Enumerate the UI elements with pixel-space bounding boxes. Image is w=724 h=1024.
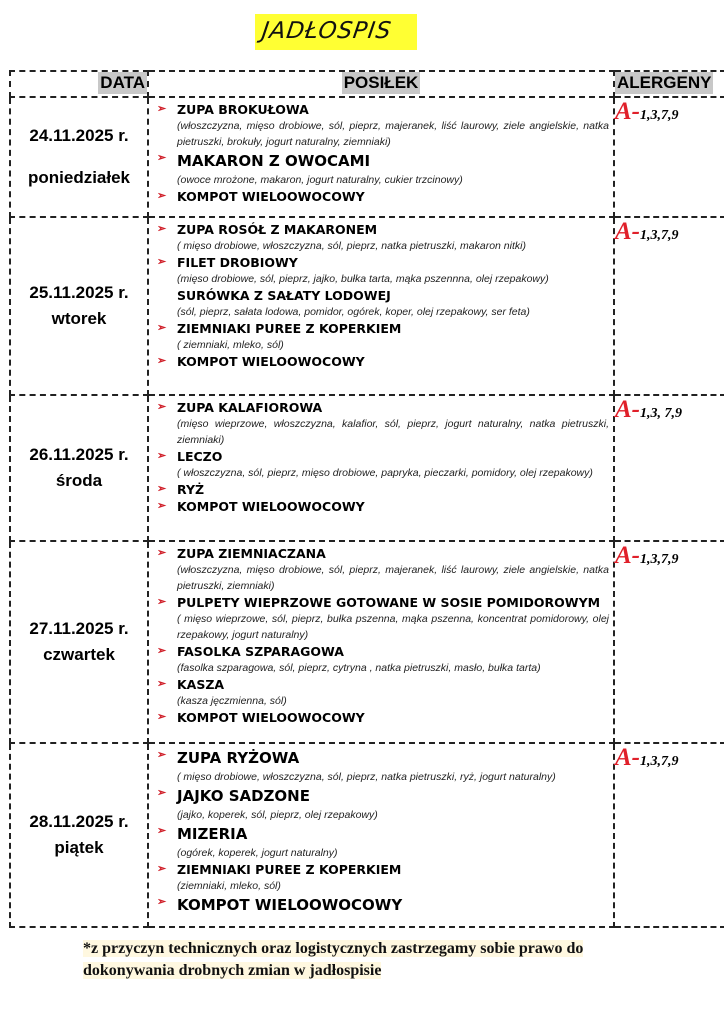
menu-table <box>9 70 724 928</box>
allergen-code: A- <box>615 98 640 125</box>
dish-ingredients: ( mięso drobiowe, włoszczyzna, sól, pieprz, natka pietruszki, makaron nitki) <box>177 240 526 252</box>
meal-item <box>153 823 609 861</box>
arrow-bullet-icon: ➢ <box>157 322 167 334</box>
arrow-bullet-icon: ➢ <box>157 825 167 837</box>
allergen-code: A- <box>615 744 640 771</box>
allergen-cell <box>614 217 724 395</box>
date-cell <box>10 395 148 541</box>
arrow-bullet-icon: ➢ <box>157 547 167 559</box>
weekday-text: piątek <box>54 838 104 857</box>
dish-name: KOMPOT WIELOOWOCOWY <box>177 354 365 369</box>
dish-ingredients: (kasza jęczmienna, sól) <box>177 695 287 707</box>
arrow-bullet-icon: ➢ <box>157 645 167 657</box>
meal-item <box>153 448 609 481</box>
meal-list <box>149 218 613 380</box>
allergen-cell <box>614 743 724 927</box>
date-text: 24.11.2025 r. <box>29 126 129 145</box>
dish-name: KOMPOT WIELOOWOCOWY <box>177 499 365 514</box>
menu-body <box>10 97 724 927</box>
meal-item <box>153 399 609 448</box>
dish-name: JAJKO SADZONE <box>177 787 310 805</box>
meal-list <box>149 396 613 525</box>
dish-name: PULPETY WIEPRZOWE GOTOWANE W SOSIE POMIDOROWYM <box>177 595 601 610</box>
dish-ingredients: ( ziemniaki, mleko, sól) <box>177 339 284 351</box>
dish-ingredients: (włoszczyzna, mięso drobiowe, sól, pieprz, majeranek, liść laurowy, ziele angielskie, natka pietruszki, ziemniaki) <box>177 564 609 592</box>
dish-name: ZUPA RYŻOWA <box>177 749 300 767</box>
date-text: 26.11.2025 r. <box>29 445 129 464</box>
weekday-text: poniedziałek <box>27 168 131 187</box>
disclaimer-note: *z przyczyn technicznych oraz logistycznych zastrzegamy sobie prawo do dokonywania drobnych zmian w jadłospisie <box>83 940 584 979</box>
meal-item <box>153 709 609 726</box>
dish-ingredients: (fasolka szparagowa, sól, pieprz, cytryna , natka pietruszki, masło, bułka tarta) <box>177 662 541 674</box>
meal-item <box>153 101 609 150</box>
dish-ingredients: (mięso drobiowe, sól, pieprz, jajko, bułka tarta, mąka pszennna, olej rzepakowy) <box>177 273 549 285</box>
meal-item <box>153 643 609 676</box>
date-text: 28.11.2025 r. <box>29 812 129 831</box>
meal-item <box>153 545 609 594</box>
arrow-bullet-icon: ➢ <box>157 223 167 235</box>
meal-item <box>153 287 609 320</box>
dish-name: ZUPA ZIEMNIACZANA <box>177 546 326 561</box>
arrow-bullet-icon: ➢ <box>157 152 167 164</box>
meal-list <box>149 744 613 926</box>
table-row <box>10 743 724 927</box>
weekday-text: czwartek <box>43 645 115 664</box>
dish-ingredients: ( mięso wieprzowe, sól, pieprz, bułka pszenna, mąka pszenna, koncentrat pomidorowy, olej rzepakowy, jogurt naturalny) <box>177 613 609 641</box>
dish-ingredients: (mięso wieprzowe, włoszczyzna, kalafior, sól, pieprz, jogurt naturalny, natka pietruszki, ziemniaki) <box>177 418 609 446</box>
weekday-text: środa <box>55 471 103 490</box>
dish-ingredients: ( włoszczyzna, sól, pieprz, mięso drobiowe, papryka, pieczarki, pomidory, olej rzepakowy) <box>177 467 593 479</box>
table-row <box>10 395 724 541</box>
dish-ingredients: (włoszczyzna, mięso drobiowe, sól, pieprz, majeranek, liść laurowy, ziele angielskie, natka pietruszki, brokuły, jogurt naturalny, ziemniaki) <box>177 120 609 148</box>
dish-name: RYŻ <box>177 482 205 497</box>
dish-name: KASZA <box>177 677 225 692</box>
header-allergens: ALERGENY <box>614 71 724 97</box>
allergen-badge <box>615 98 679 125</box>
date-text: 27.11.2025 r. <box>29 619 129 638</box>
meal-item <box>153 498 609 515</box>
dish-ingredients: (jajko, koperek, sól, pieprz, olej rzepakowy) <box>177 809 378 821</box>
weekday-text: wtorek <box>51 309 107 328</box>
meal-cell <box>148 217 614 395</box>
arrow-bullet-icon: ➢ <box>157 711 167 723</box>
date-cell <box>10 97 148 217</box>
allergen-badge <box>615 542 679 569</box>
arrow-bullet-icon: ➢ <box>157 787 167 799</box>
arrow-bullet-icon: ➢ <box>157 103 167 115</box>
meal-list <box>149 98 613 215</box>
arrow-bullet-icon: ➢ <box>157 500 167 512</box>
header-date: DATA <box>10 71 148 97</box>
allergen-numbers: 1,3,7,9 <box>640 108 679 123</box>
allergen-numbers: 1,3, 7,9 <box>640 406 682 421</box>
date-cell <box>10 217 148 395</box>
dish-name: ZIEMNIAKI PUREE Z KOPERKIEM <box>177 321 402 336</box>
allergen-badge <box>615 396 682 423</box>
allergen-badge <box>615 744 679 771</box>
allergen-cell <box>614 395 724 541</box>
dish-name: ZIEMNIAKI PUREE Z KOPERKIEM <box>177 862 402 877</box>
dish-ingredients: (ziemniaki, mleko, sól) <box>177 880 281 892</box>
dish-ingredients: (ogórek, koperek, jogurt naturalny) <box>177 847 338 859</box>
allergen-code: A- <box>615 542 640 569</box>
allergen-cell <box>614 541 724 743</box>
meal-cell <box>148 97 614 217</box>
allergen-numbers: 1,3,7,9 <box>640 754 679 769</box>
arrow-bullet-icon: ➢ <box>157 678 167 690</box>
dish-name: LECZO <box>177 449 223 464</box>
arrow-bullet-icon: ➢ <box>157 749 167 761</box>
allergen-numbers: 1,3,7,9 <box>640 552 679 567</box>
meal-cell <box>148 541 614 743</box>
allergen-code: A- <box>615 396 640 423</box>
dish-name: ZUPA ROSÓŁ Z MAKARONEM <box>177 222 378 237</box>
dish-name: KOMPOT WIELOOWOCOWY <box>177 710 365 725</box>
dish-ingredients: ( mięso drobiowe, włoszczyzna, sól, pieprz, natka pietruszki, ryż, jogurt naturalny) <box>177 771 556 783</box>
table-header-row <box>10 71 724 97</box>
meal-list <box>149 542 613 736</box>
dish-name: KOMPOT WIELOOWOCOWY <box>177 896 403 914</box>
meal-item <box>153 353 609 370</box>
arrow-bullet-icon: ➢ <box>157 896 167 908</box>
meal-item <box>153 221 609 254</box>
allergen-badge <box>615 218 679 245</box>
arrow-bullet-icon: ➢ <box>157 190 167 202</box>
meal-item <box>153 188 609 205</box>
dish-name: MIZERIA <box>177 825 248 843</box>
meal-item <box>153 747 609 785</box>
dish-name: SURÓWKA Z SAŁATY LODOWEJ <box>177 288 391 303</box>
meal-item <box>153 861 609 894</box>
date-cell <box>10 541 148 743</box>
dish-name: ZUPA KALAFIOROWA <box>177 400 323 415</box>
allergen-cell <box>614 97 724 217</box>
date-cell <box>10 743 148 927</box>
dish-name: KOMPOT WIELOOWOCOWY <box>177 189 365 204</box>
dish-name: FASOLKA SZPARAGOWA <box>177 644 344 659</box>
dish-ingredients: (owoce mrożone, makaron, jogurt naturalny, cukier trzcinowy) <box>177 174 463 186</box>
allergen-code: A- <box>615 218 640 245</box>
table-row <box>10 97 724 217</box>
meal-item <box>153 320 609 353</box>
arrow-bullet-icon: ➢ <box>157 256 167 268</box>
meal-item <box>153 676 609 709</box>
title-banner <box>255 14 417 50</box>
meal-item <box>153 894 609 916</box>
table-row <box>10 217 724 395</box>
table-row <box>10 541 724 743</box>
dish-name: FILET DROBIOWY <box>177 255 298 270</box>
meal-item <box>153 254 609 287</box>
meal-item <box>153 594 609 643</box>
header-meal: POSIŁEK <box>148 71 614 97</box>
meal-item <box>153 785 609 823</box>
allergen-numbers: 1,3,7,9 <box>640 228 679 243</box>
arrow-bullet-icon: ➢ <box>157 450 167 462</box>
date-text: 25.11.2025 r. <box>29 283 129 302</box>
dish-name: MAKARON Z OWOCAMI <box>177 152 371 170</box>
arrow-bullet-icon: ➢ <box>157 863 167 875</box>
arrow-bullet-icon: ➢ <box>157 355 167 367</box>
page-title: JADŁOSPIS <box>260 18 394 44</box>
arrow-bullet-icon: ➢ <box>157 483 167 495</box>
meal-cell <box>148 395 614 541</box>
meal-item <box>153 150 609 188</box>
meal-item <box>153 481 609 498</box>
arrow-bullet-icon: ➢ <box>157 596 167 608</box>
arrow-bullet-icon: ➢ <box>157 401 167 413</box>
dish-name: ZUPA BROKUŁOWA <box>177 102 309 117</box>
meal-cell <box>148 743 614 927</box>
dish-ingredients: (sól, pieprz, sałata lodowa, pomidor, ogórek, koper, olej rzepakowy, ser feta) <box>177 306 530 318</box>
